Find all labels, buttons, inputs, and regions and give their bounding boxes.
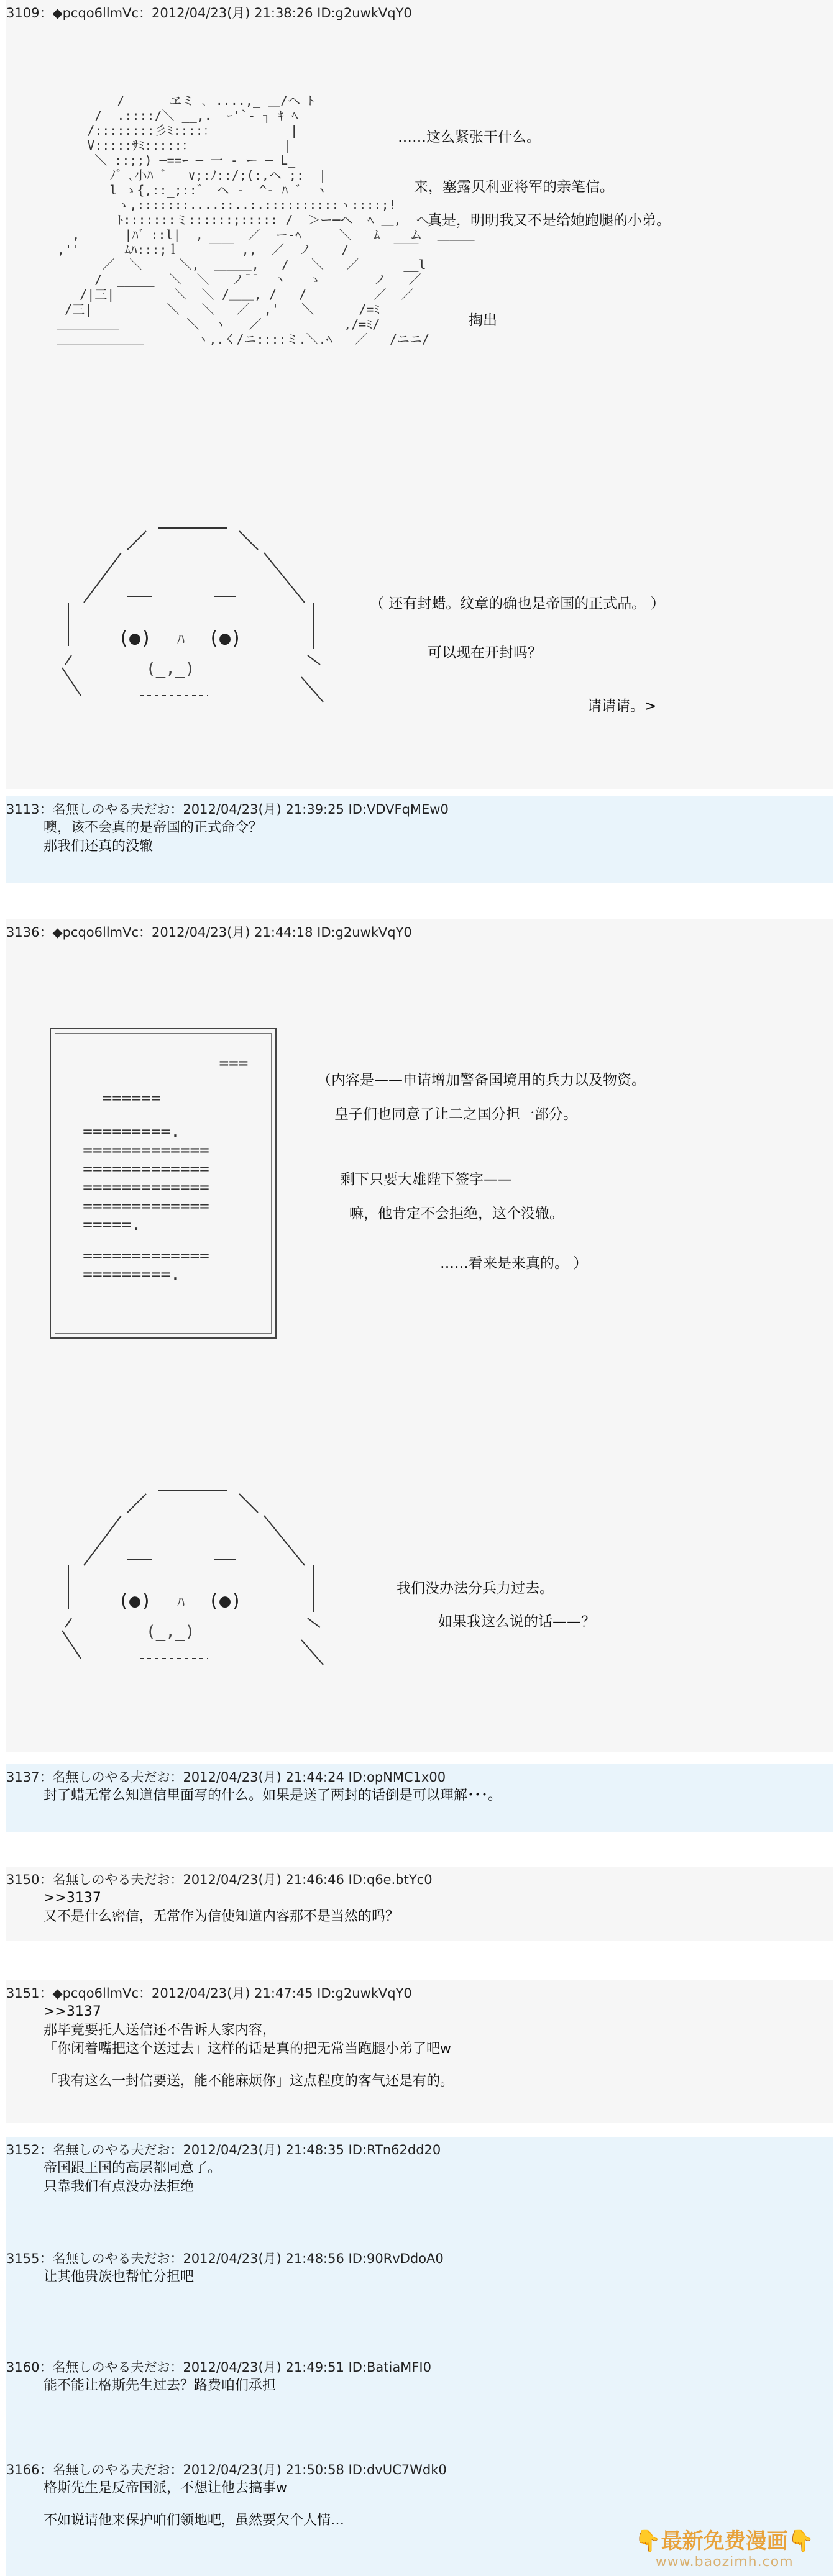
svg-text:(●): (●) (208, 1590, 242, 1612)
post-body (6, 2003, 833, 2091)
doc-line: =========. (63, 1122, 180, 1141)
post-header: 3166：名無しのやる夫だお：2012/04/23(月) 21:50:58 ID:dvUC7Wdk0 (6, 2462, 447, 2477)
post-body (6, 2377, 833, 2395)
post-line: 能不能让格斯先生过去？路费咱们承担 (44, 2378, 277, 2393)
doc-line: ====== (63, 1089, 161, 1108)
post-body (6, 2159, 833, 2196)
aa-character-with-letter: / ヱミ ､ ....,_ ＿/ヘ ﾄ / .::::/＼ __,. ｰ'`‐ ┐ ｷ ﾍ /::::::::彡ﾐ::::： | V:::::ｻﾐ:::::： | ＼ ::;;) ─==ｰ ─ 一 ‐ ー ─ L_ ﾉ゛､小ﾊ ゛ ∨;:ﾉ::/;(:,ヘ ;: | l ゝ{,::_;::゛ ヘ ‐ ^‐ ﾊ ゛ ヽ ゝ,:::::::....::..:.::::::::::ヽ::::;! ﾄ:::::::ミ::::::;::::: / ＞ー─ヘ ﾍ ＿, ヘ , |ﾊ゛::l| , ／ ー‐ﾍ ＼ ﾑ ム ＿＿＿ ,'' ﾑﾊ:::;ｌ ￣￣ ,, ／ ノ / ￣￣ ／ ＼ ＼, ＿＿＿, / ＼ ／ __l / _____ ＼ ＼ ノ¯¯ ヽ ゝ ノ ／ /|三| ＼ ＼ /＿＿, / / ／ ／ /三| ＼ ＼ ／ ,' ＼ /=ﾐ ＿＿＿＿＿ ＼ ヽ ／ ,/=ﾐ/ ＿＿＿＿＿＿＿ ヽ,.く/ニ::::ミ.＼.ﾍ ／ /ニニ/ (57, 93, 475, 347)
aa-face (59, 1478, 332, 1714)
post-body (6, 2268, 833, 2287)
post-line: 封了蜡无常么知道信里面写的什么。如果是送了两封的话倒是可以理解･･･。 (44, 1788, 502, 1803)
svg-text:(●): (●) (208, 627, 242, 649)
post-line: >>3137 (44, 2004, 101, 2019)
post-header: 3152：名無しのやる夫だお：2012/04/23(月) 21:48:35 ID:RTn62dd20 (6, 2142, 441, 2157)
post-header: 3137：名無しのやる夫だお：2012/04/23(月) 21:44:24 ID:opNMC1x00 (6, 1770, 446, 1785)
post-header: 3113：名無しのやる夫だお：2012/04/23(月) 21:39:25 ID:VDVFqMEw0 (6, 802, 449, 817)
watermark-url: www.baozimh.com (655, 2554, 794, 2570)
doc-line: === (63, 1054, 249, 1073)
doc-line: ============= (63, 1197, 209, 1216)
aa-face (59, 516, 332, 752)
post-3113 (6, 796, 833, 883)
dialogue-line: 真是，明明我又不是给她跑腿的小弟。 (428, 212, 671, 229)
post-body (6, 2479, 833, 2530)
post-3166 (6, 2457, 833, 2576)
post-header: 3109：◆pcqo6llmVc：2012/04/23(月) 21:38:26 ID:g2uwkVqY0 (6, 6, 412, 20)
post-line: 不如说请他来保护咱们领地吧，虽然要欠个人情… (44, 2513, 345, 2528)
post-3152 (6, 2137, 833, 2246)
post-3137 (6, 1764, 833, 1832)
post-line: 帝国跟王国的高层都同意了。 (44, 2160, 222, 2176)
doc-line: ============= (63, 1178, 209, 1197)
dialogue-line: 我们没办法分兵力过去。 (397, 1580, 554, 1596)
post-line: >>3137 (44, 1890, 101, 1906)
doc-line: ============= (63, 1160, 209, 1178)
dialogue-line: 皇子们也同意了让二之国分担一部分。 (334, 1106, 577, 1122)
dialogue-line: 如果我这么说的话——？ (438, 1614, 595, 1630)
post-3150 (6, 1867, 833, 1941)
post-body (6, 819, 833, 856)
post-line: 那毕竟要托人送信还不告诉人家内容， (44, 2023, 277, 2038)
svg-text:(●): (●) (118, 627, 152, 649)
svg-text:(_,_): (_,_) (146, 1623, 195, 1641)
dialogue-line: （ 还有封蜡。纹章的确也是帝国的正式品。 ） (370, 596, 665, 612)
post-3151 (6, 1980, 833, 2123)
dialogue-line: 掏出 (469, 312, 497, 329)
post-header: 3151：◆pcqo6llmVc：2012/04/23(月) 21:47:45 ID:g2uwkVqY0 (6, 1986, 412, 2001)
document-paper (50, 1028, 277, 1339)
post-header: 3160：名無しのやる夫だお：2012/04/23(月) 21:49:51 ID:BatiaMFI0 (6, 2360, 431, 2375)
post-line: 格斯先生是反帝国派，不想让他去搞事w (44, 2480, 287, 2496)
post-line: 那我们还真的没辙 (44, 839, 154, 854)
post-line: 只靠我们有点没办法拒绝 (44, 2179, 195, 2195)
doc-line: ============= (63, 1247, 209, 1265)
post-line: 「你闭着嘴把这个送过去」这样的话是真的把无常当跑腿小弟了吧w (44, 2041, 451, 2057)
dialogue-line: （内容是——申请增加警备国境用的兵力以及物资。 (317, 1072, 646, 1088)
svg-text:(●): (●) (118, 1590, 152, 1612)
svg-text:ﾊ: ﾊ (177, 1593, 185, 1611)
dialogue-line: 请请请。> (587, 698, 657, 714)
doc-line: ============= (63, 1141, 209, 1160)
post-line: 又不是什么密信，无常作为信使知道内容那不是当然的吗？ (44, 1909, 400, 1924)
dialogue-line: 嘛，他肯定不会拒绝，这个没辙。 (349, 1206, 564, 1222)
svg-text:(_,_): (_,_) (146, 660, 195, 678)
post-body (6, 1889, 833, 1926)
dialogue-line: 可以现在开封吗？ (428, 645, 542, 661)
post-line: 噢，该不会真的是帝国的正式命令？ (44, 820, 263, 835)
site-watermark (635, 2524, 814, 2570)
dialogue-line: 剩下只要大雄陛下签字—— (341, 1172, 512, 1188)
post-header: 3150：名無しのやる夫だお：2012/04/23(月) 21:46:46 ID:q6e.btYc0 (6, 1872, 433, 1887)
post-line: 让其他贵族也帮忙分担吧 (44, 2269, 195, 2285)
post-header: 3136：◆pcqo6llmVc：2012/04/23(月) 21:44:18 ID:g2uwkVqY0 (6, 925, 412, 940)
dialogue-line: ……看来是来真的。 ） (440, 1255, 588, 1272)
post-line: 「我有这么一封信要送，能不能麻烦你」这点程度的客气还是有的。 (44, 2073, 454, 2089)
watermark-title: 👇最新免费漫画👇 (635, 2529, 814, 2554)
post-body (6, 1786, 833, 1805)
post-3155 (6, 2246, 833, 2354)
svg-text:ﾊ: ﾊ (177, 630, 185, 648)
dialogue-line: 来，塞露贝利亚将军的亲笔信。 (414, 179, 614, 195)
post-header: 3155：名無しのやる夫だお：2012/04/23(月) 21:48:56 ID:90RvDdoA0 (6, 2251, 444, 2266)
doc-line: =====. (63, 1216, 142, 1234)
post-3160 (6, 2354, 833, 2457)
doc-line: =========. (63, 1265, 180, 1284)
dialogue-line: ……这么紧张干什么。 (398, 129, 541, 145)
